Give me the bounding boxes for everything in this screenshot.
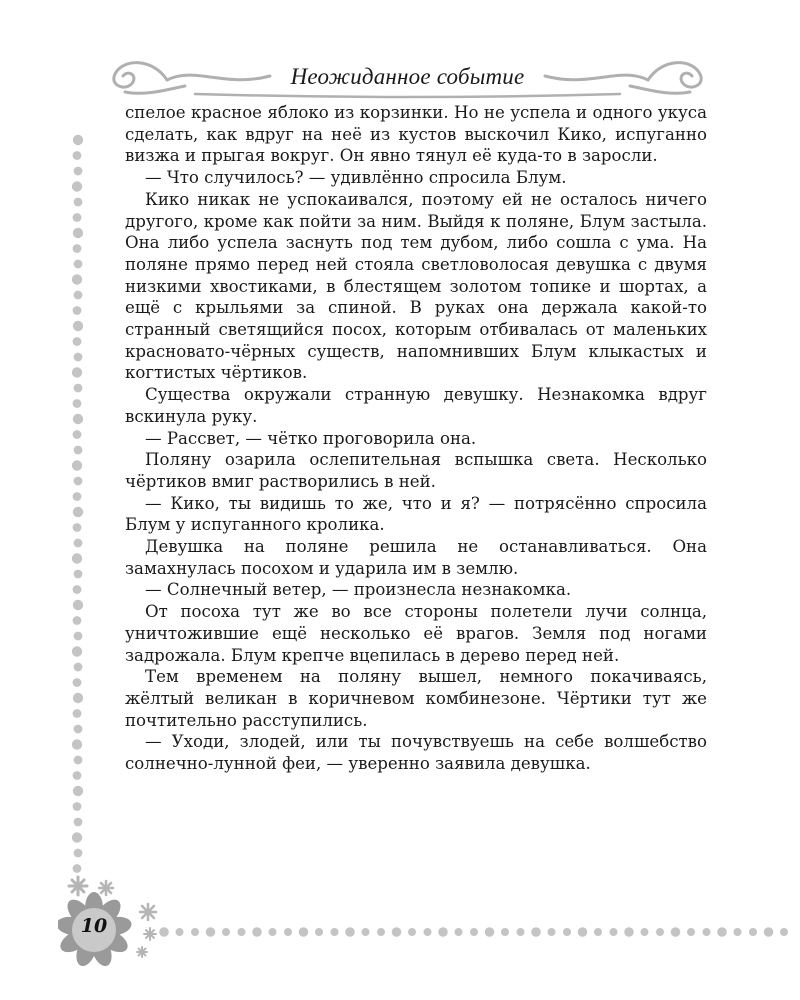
- margin-dot: [73, 523, 82, 532]
- paragraph: — Что случилось? — удивлённо спросила Блум.: [145, 168, 567, 188]
- margin-dot: [74, 477, 83, 486]
- footer-dot: [299, 927, 309, 937]
- footer-dot: [238, 928, 246, 936]
- margin-dot: [74, 663, 83, 672]
- margin-dot: [74, 539, 83, 548]
- margin-dot: [73, 507, 83, 517]
- paragraph: — Кико, ты видишь то же, что и я? — потрясённо спросила Блум у испуганного кролика.: [125, 493, 707, 535]
- footer-dot: [594, 928, 602, 936]
- margin-dot: [72, 274, 82, 284]
- footer-dot: [717, 927, 727, 937]
- margin-dot: [74, 198, 83, 207]
- margin-dot: [73, 151, 82, 160]
- footer-dot: [734, 928, 742, 936]
- footer-dot: [624, 927, 634, 937]
- margin-dot: [73, 430, 82, 439]
- margin-dot: [72, 181, 82, 191]
- margin-dot: [73, 786, 83, 796]
- chapter-header: [105, 52, 710, 100]
- margin-dot: [74, 384, 83, 393]
- paragraph: Тем временем на поляну вышел, немного покачиваясь, жёлтый великан в коричневом комбинезоне. Чёртики тут же почтительно расступились.: [125, 667, 707, 730]
- paragraph: спелое красное яблоко из корзинки. Но не успела и одного укуса сделать, как вдруг на неё из кустов выскочил Кико, испуганно визжа и прыгая вокруг. Он явно тянул её куда-то в заросли.: [125, 103, 707, 166]
- footer-dot: [485, 927, 495, 937]
- footer-dot: [424, 928, 432, 936]
- footer-dot-border: [158, 922, 798, 942]
- paragraph: — Солнечный ветер, — произнесла незнакомка.: [145, 580, 572, 600]
- margin-dot: [73, 337, 82, 346]
- margin-dot: [72, 832, 82, 842]
- margin-dot: [73, 771, 82, 780]
- footer-dot: [284, 928, 292, 936]
- margin-dot: [74, 632, 83, 641]
- margin-dot: [72, 739, 82, 749]
- footer-dot: [331, 928, 339, 936]
- footer-dot: [501, 928, 509, 936]
- footer-dot: [345, 927, 355, 937]
- margin-dot: [74, 353, 83, 362]
- page-number: 10: [80, 915, 108, 937]
- footer-dot: [438, 927, 448, 937]
- footer-dot: [671, 927, 681, 937]
- footer-dot: [392, 927, 402, 937]
- footer-dot: [517, 928, 525, 936]
- margin-dot: [73, 228, 83, 238]
- paragraph: От посоха тут же во все стороны полетели лучи солнца, уничтожившие ещё несколько её врагов. Земля под ногами задрожала. Блум крепче вцепилась в дерево перед ней.: [125, 602, 707, 665]
- body-text: [125, 102, 707, 775]
- margin-dot-border: [64, 134, 92, 879]
- margin-dot: [73, 802, 82, 811]
- footer-dot: [222, 928, 230, 936]
- margin-dot: [74, 260, 83, 269]
- footer-dot: [470, 928, 478, 936]
- chapter-title: Неожиданное событие: [290, 64, 525, 89]
- margin-dot: [73, 306, 82, 315]
- footer-dot: [687, 928, 695, 936]
- margin-dot: [73, 213, 82, 222]
- margin-dot: [74, 849, 83, 858]
- footer-dot: [252, 927, 262, 937]
- footer-dot: [656, 928, 664, 936]
- margin-dot: [72, 367, 82, 377]
- footer-dot: [703, 928, 711, 936]
- margin-dot: [74, 291, 83, 300]
- margin-dot: [73, 585, 82, 594]
- margin-dot: [74, 756, 83, 765]
- footer-dot: [780, 928, 788, 936]
- margin-dot: [72, 646, 82, 656]
- margin-dot: [73, 492, 82, 501]
- paragraph: Поляну озарила ослепительная вспышка света. Несколько чёртиков вмиг растворились в ней.: [125, 450, 707, 491]
- paragraph: — Рассвет, — чётко проговорила она.: [145, 428, 477, 448]
- footer-dot: [610, 928, 618, 936]
- paragraph: Существа окружали странную девушку. Незнакомка вдруг вскинула руку.: [125, 385, 707, 426]
- margin-dot: [73, 600, 83, 610]
- footer-dot: [206, 927, 216, 937]
- margin-dot: [72, 460, 82, 470]
- footer-dot: [377, 928, 385, 936]
- footer-dot: [563, 928, 571, 936]
- footer-dot: [548, 928, 556, 936]
- paragraph: Девушка на поляне решила не останавливаться. Она замахнулась посохом и ударила им в землю.: [125, 537, 707, 578]
- margin-dot: [73, 693, 83, 703]
- margin-dot: [74, 446, 83, 455]
- margin-dot: [73, 616, 82, 625]
- paragraph: — Уходи, злодей, или ты почувствуешь на себе волшебство солнечно-лунной феи, — уверенно заявила девушка.: [125, 732, 707, 774]
- footer-dot: [191, 928, 199, 936]
- footer-dot: [578, 927, 588, 937]
- paragraph: Кико никак не успокаивался, поэтому ей не осталось ничего другого, кроме как пойти за ним. Выйдя к поляне, Блум застыла. Она либо успела заснуть под тем дубом, либо сошла с ума. На поляне прямо перед ней стояла светловолосая девушка с двумя низкими хвостиками, в блестящем золотом топике и шортах, а ещё с крыльями за спиной. В руках она держала какой-то странный светящийся посох, которым отбивалась от маленьких красновато-чёрных существ, напомнивших Блум клыкастых и когтистых чёртиков.: [125, 189, 707, 383]
- footer-dot: [749, 928, 757, 936]
- margin-dot: [73, 244, 82, 253]
- margin-dot: [74, 167, 83, 176]
- margin-dot: [74, 818, 83, 827]
- margin-dot: [73, 678, 82, 687]
- footer-dot: [408, 928, 416, 936]
- margin-dot: [73, 321, 83, 331]
- footer-dot: [764, 927, 774, 937]
- footer-dot: [269, 928, 277, 936]
- footer-dot: [315, 928, 323, 936]
- margin-dot: [74, 570, 83, 579]
- footer-dot: [531, 927, 541, 937]
- footer-dot: [362, 928, 370, 936]
- margin-dot: [74, 725, 83, 734]
- margin-dot: [73, 709, 82, 718]
- footer-dot: [641, 928, 649, 936]
- margin-dot: [73, 135, 83, 145]
- margin-dot: [73, 414, 83, 424]
- margin-dot: [72, 553, 82, 563]
- footer-dot: [455, 928, 463, 936]
- margin-dot: [73, 399, 82, 408]
